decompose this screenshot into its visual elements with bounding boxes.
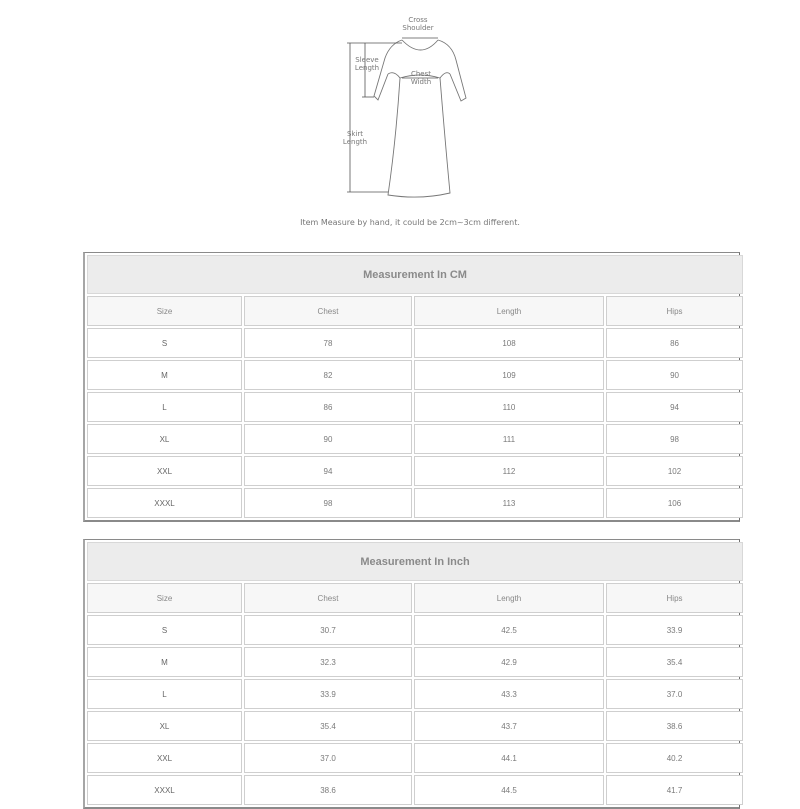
column-header: Size [87,296,242,326]
skirt-length-label: Skirt Length [342,130,368,146]
chest-cell: 32.3 [244,647,412,677]
hips-cell: 35.4 [606,647,743,677]
size-table-cm [83,252,740,522]
length-cell: 42.9 [414,647,604,677]
column-header: Chest [244,583,412,613]
size-cell: M [87,647,242,677]
hips-cell: 86 [606,328,743,358]
table-row [87,647,743,677]
length-cell: 43.3 [414,679,604,709]
chest-cell: 37.0 [244,743,412,773]
hips-cell: 94 [606,392,743,422]
column-header: Chest [244,296,412,326]
length-cell: 42.5 [414,615,604,645]
table-row [87,679,743,709]
table-row [87,743,743,773]
length-cell: 44.1 [414,743,604,773]
table-row [87,328,743,358]
size-cell: XL [87,424,242,454]
table-header-row [87,296,743,326]
sleeve-length-label: Sleeve Length [354,56,380,72]
chest-cell: 33.9 [244,679,412,709]
length-cell: 112 [414,456,604,486]
table-row [87,775,743,805]
table-row [87,392,743,422]
chest-cell: 82 [244,360,412,390]
cross-shoulder-label: Cross Shoulder [402,16,434,32]
column-header: Length [414,296,604,326]
length-cell: 44.5 [414,775,604,805]
length-cell: 108 [414,328,604,358]
hips-cell: 37.0 [606,679,743,709]
chest-width-label: Chest Width [410,70,432,86]
measurement-note: Item Measure by hand, it could be 2cm~3cm different. [300,218,520,227]
size-cell: L [87,392,242,422]
dress-measurement-diagram [330,0,490,210]
chest-cell: 98 [244,488,412,518]
hips-cell: 33.9 [606,615,743,645]
size-cell: S [87,615,242,645]
table-header-row [87,583,743,613]
size-cell: L [87,679,242,709]
hips-cell: 102 [606,456,743,486]
table-title: Measurement In CM [87,255,743,294]
chest-cell: 30.7 [244,615,412,645]
table-row [87,424,743,454]
column-header: Size [87,583,242,613]
length-cell: 110 [414,392,604,422]
hips-cell: 38.6 [606,711,743,741]
column-header: Hips [606,296,743,326]
size-cell: XL [87,711,242,741]
hips-cell: 40.2 [606,743,743,773]
column-header: Hips [606,583,743,613]
table-row [87,488,743,518]
hips-cell: 90 [606,360,743,390]
chest-cell: 90 [244,424,412,454]
size-table-inch [83,539,740,809]
hips-cell: 41.7 [606,775,743,805]
size-cell: XXL [87,456,242,486]
length-cell: 109 [414,360,604,390]
size-cell: XXXL [87,775,242,805]
chest-cell: 86 [244,392,412,422]
length-cell: 43.7 [414,711,604,741]
chest-cell: 94 [244,456,412,486]
table-row [87,360,743,390]
table-title: Measurement In Inch [87,542,743,581]
chest-cell: 35.4 [244,711,412,741]
column-header: Length [414,583,604,613]
length-cell: 111 [414,424,604,454]
table-row [87,711,743,741]
table-row [87,456,743,486]
table-row [87,615,743,645]
size-cell: XXXL [87,488,242,518]
chest-cell: 78 [244,328,412,358]
hips-cell: 106 [606,488,743,518]
hips-cell: 98 [606,424,743,454]
size-cell: M [87,360,242,390]
size-cell: S [87,328,242,358]
length-cell: 113 [414,488,604,518]
size-cell: XXL [87,743,242,773]
chest-cell: 38.6 [244,775,412,805]
